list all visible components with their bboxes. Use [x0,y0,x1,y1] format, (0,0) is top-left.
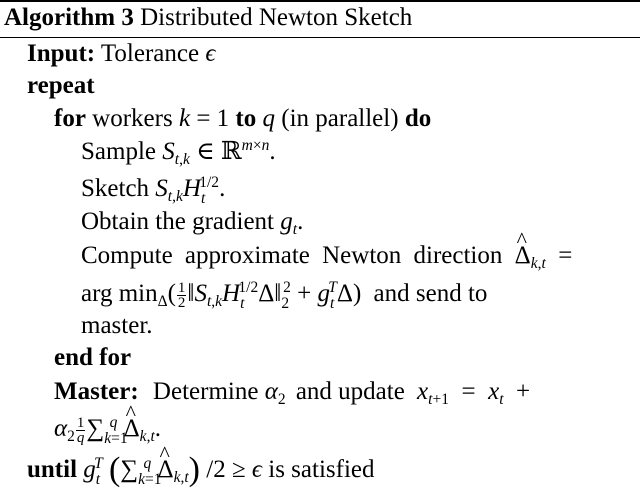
until-keyword: until [27,456,78,483]
algorithm-caption [4,3,412,35]
caption-rule [0,37,640,38]
argmin-line [81,279,487,311]
input-text: Tolerance [100,40,200,67]
for-math: k = 1 [178,105,230,132]
alpha2-symbol: $\alpha_2$ [264,378,286,408]
endfor-keyword: end for [54,344,132,371]
input-keyword: Input: [27,40,96,67]
endfor-line [54,343,131,375]
sample-math: $S_{t,k}$ ∈ ℝ$^{m\times n}$. [162,137,276,168]
epsilon-symbol: ϵ [205,40,216,67]
sketch-math: $S_{t,k}H_t^{1/2}$. [155,174,226,207]
determine-text: Determine [152,378,259,405]
repeat-keyword: repeat [27,72,95,99]
argmin-text: and send to [373,280,488,307]
until-math: $g_t^T$ ($\sum_{k=1}^q$ ^ $\Delta_{k,t}$) /2 ≥ ϵ [83,456,262,483]
compute-line [81,241,572,273]
alpha-sum-line [54,414,161,446]
sample-line [81,137,276,169]
compute-text: Compute approximate Newton direction [81,242,503,269]
obtain-text: Obtain the gradient [81,208,274,235]
for-line [54,104,431,136]
master-continuation-text: master. [81,312,153,339]
input-line [27,39,215,71]
argmin-math: arg $\min_\Delta$( $\frac{1}{2}$ $‖S_{t,k}H_t^{1/2}\Delta‖_2^2 + g_t^T\Delta$) [81,279,362,312]
master-continuation-line [81,311,153,343]
caption-title: Distributed Newton Sketch [140,4,413,31]
sketch-text: Sketch [81,175,150,202]
to-keyword: to [235,105,257,132]
for-text-parallel: (in parallel) [281,105,399,132]
obtain-line [81,207,303,239]
for-keyword: for [54,105,86,132]
update-text: and update [295,378,405,405]
repeat-line [27,71,95,103]
until-line [27,451,375,488]
sample-text: Sample [81,138,156,165]
master-keyword: Master: [54,378,139,405]
satisfied-text: is satisfied [268,456,375,483]
sketch-line [81,174,225,206]
for-text-workers: workers [92,105,173,132]
do-keyword: do [404,105,432,132]
alpha-sum-math: $\alpha_2$ $\frac{1}{q}$ $\sum_{k=1}^q$ ^ $\Delta_{k,t}$. [54,415,161,442]
q-symbol: q [262,105,275,132]
update-math: $x_{t+1} = x_t$ + [417,378,531,408]
gradient-math: $g_t$. [280,208,304,238]
compute-math: ^ $\Delta_{k,t}$ = [515,242,573,269]
top-rule [0,0,640,2]
caption-label: Algorithm 3 [4,4,134,31]
